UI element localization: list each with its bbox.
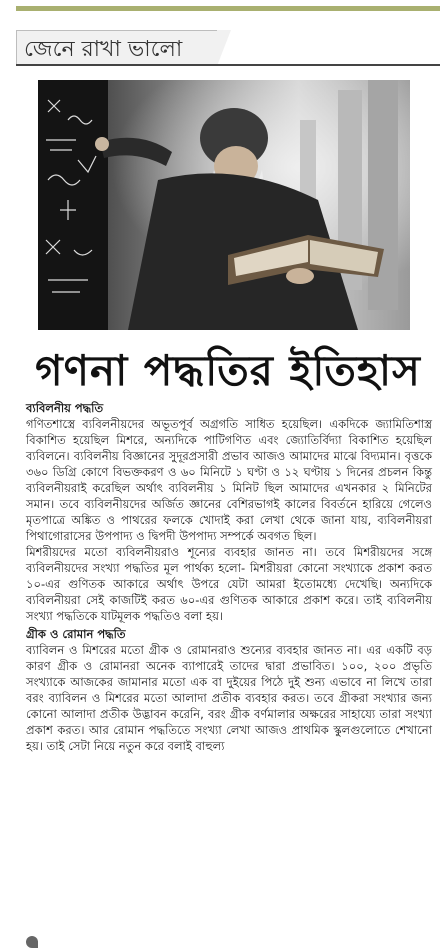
subheading-babylonian: ব্যবিলনীয় পদ্ধতি xyxy=(26,401,104,415)
scholar-illustration xyxy=(38,80,410,330)
section-title: জেনে রাখা ভালো xyxy=(24,37,183,62)
section-rule xyxy=(16,64,440,66)
article-photo xyxy=(38,80,410,330)
paragraph: ব্যাবিলন ও মিশরের মতো গ্রীক ও রোমানরাও শুন্যের ব্যবহার জানত না। এর একটি বড় কারণ গ্রীক ও রোমানরা অনেক ব্যাপারেই তাদের দ্বারা প্রভাবিত। ১০০, ২০০ প্রভৃতি সংখ্যাকে আজকের জামানার মতো এক বা দুইয়ের পিঠে দুই শুন্য এভাবে না লিখে তারা বরং ব্যাবিলন ও মিশরের মতো আলাদা প্রতীক ব্যবহার করত। তবে গ্রীকরা সংখ্যার জন্য কোনো আলাদা প্রতীক উদ্ভাবন করেনি, বরং গ্রীক বর্ণমালার অক্ষরের সাহায্যে তারা সংখ্যা প্রকাশ করত। আর রোমান পদ্ধতিতে সংখ্যা লেখা আজও প্রাথমিক স্কুলগুলোতে শেখানো হয়। তাই সেটা নিয়ে নতুন করে বলাই বাহুল্য xyxy=(26,643,432,753)
paragraph: গণিতশাস্ত্রে ব্যবিলনীয়দের অভূতপূর্ব অগ্রগতি সাধিত হয়েছিল। একদিকে জ্যামিতিশাস্ত্র বিকাশিত হয়েছিল মিশরে, অন্যদিকে পাটিগণিত এবং জ্যোতির্বিদ্যা বিকাশিত হয়েছিল ব্যবিলনে। ব্যবিলনীয় বিজ্ঞানের সুদূরপ্রসারী প্রভাব আজও আমাদের মাঝে বিদ্যমান। বৃত্তকে ৩৬০ ডিগ্রি কোণে বিভক্তকরণ ও ৬০ মিনিটে ১ ঘণ্টা ও ১২ ঘণ্টায় ১ দিনের প্রচলন কিন্তু ব্যবিলনীয়রাই করেছিল অর্থাৎ ব্যবিলনীয় ১ মিনিট ছিল আমাদের এখনকার ২ মিনিটের সমান। তবে ব্যবিলনীয়দের অর্জিত জ্ঞানের বেশিরভাগই কালের বিবর্তনে হারিয়ে গেলেও মৃতপাত্রে অঙ্কিত ও পাথরের ফলকে খোদাই করা লেখা থেকে জানা যায়, ব্যবিলনীয়রা পিথাগোরাসের উপপাদ্য ও দ্বিপদী উপপাদ্য সম্পর্কে অবগত ছিল। xyxy=(26,417,432,543)
paragraph: মিশরীয়দের মতো ব্যবিলনীয়রাও শূন্যের ব্যবহার জানত না। তবে মিশরীয়দের সঙ্গে ব্যবিলনীয়দের সংখ্যা পদ্ধতির মূল পার্থক্য হলো- মিশরীয়রা কোনো সংখ্যাকে প্রকাশ করত ১০-এর গুণিতক আকারে অর্থাৎ উপরে যেটা আমরা ইতোমধ্যে দেখেছি। অন্যদিকে ব্যবিলনীয়রা সেই কাজটিই করত ৬০-এর গুণিতক আকারে প্রকাশ করে। তাই ব্যবিলনীয় সংখ্যা পদ্ধতিকে যাটমূলক পদ্ধতিও বলা হয়। xyxy=(26,545,432,623)
end-mark-icon xyxy=(26,936,38,948)
article-body xyxy=(26,400,432,754)
section-header xyxy=(16,28,440,68)
top-accent-bar xyxy=(16,6,440,11)
subheading-greek-roman: গ্রীক ও রোমান পদ্ধতি xyxy=(26,627,126,641)
headline: গণনা পদ্ধতির ইতিহাস xyxy=(35,346,421,395)
